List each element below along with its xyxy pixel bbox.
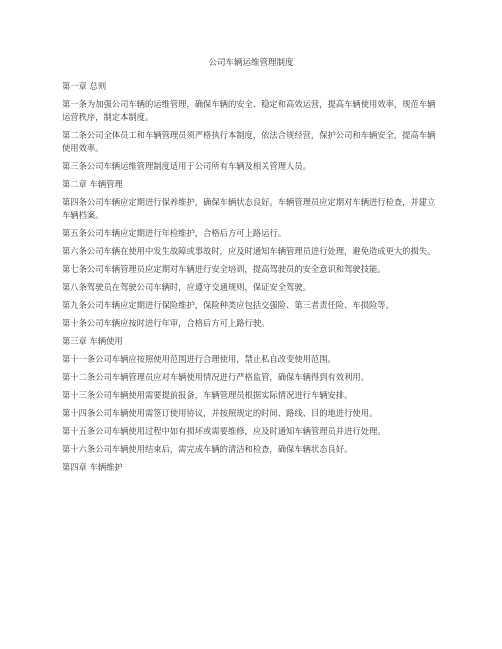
clause-paragraph: 第十六条公司车辆使用结束后，需完成车辆的清洁和检查，确保车辆状态良好。 bbox=[62, 444, 353, 454]
document-body bbox=[62, 80, 442, 479]
clause-paragraph: 第十四条公司车辆使用需签订使用协议，并按照规定的时间、路线、目的地进行使用。 bbox=[62, 408, 378, 418]
clause-paragraph: 第十二条公司车辆管理员应对车辆使用情况进行严格监管，确保车辆得到有效利用。 bbox=[62, 372, 369, 382]
clause-paragraph: 第十三条公司车辆使用需要提前报备，车辆管理员根据实际情况进行车辆安排。 bbox=[62, 390, 353, 400]
chapter-heading: 第三章 车辆使用 bbox=[62, 336, 123, 346]
clause-paragraph: 第四条公司车辆应定期进行保养维护，确保车辆状态良好。车辆管理员应定期对车辆进行检查，并建立车辆档案。 bbox=[62, 197, 436, 220]
clause-paragraph: 第五条公司车辆应定期进行年检维护，合格后方可上路运行。 bbox=[62, 228, 287, 238]
clause-paragraph: 第十五条公司车辆使用过程中如有损坏或需要维修，应及时通知车辆管理员并进行处理。 bbox=[62, 426, 386, 436]
document-title: 公司车辆运维管理制度 bbox=[208, 58, 294, 68]
clause-paragraph: 第二条公司全体员工和车辆管理员须严格执行本制度，依法合规经营，保护公司和车辆安全，提高车辆使用效率。 bbox=[62, 130, 436, 153]
chapter-heading: 第二章 车辆管理 bbox=[62, 179, 123, 189]
chapter-heading: 第一章 总则 bbox=[62, 81, 107, 91]
clause-paragraph: 第九条公司车辆应定期进行保险维护，保险种类应包括交强险、第三者责任险、车损险等。 bbox=[62, 300, 394, 310]
clause-paragraph: 第十一条公司车辆应按照使用范围进行合理使用，禁止私自改变使用范围。 bbox=[62, 354, 336, 364]
clause-paragraph: 第八条驾驶员在驾驶公司车辆时，应遵守交通规则，保证安全驾驶。 bbox=[62, 282, 311, 292]
clause-paragraph: 第七条公司车辆管理员应定期对车辆进行安全培训，提高驾驶员的安全意识和驾驶技能。 bbox=[62, 264, 386, 274]
clause-paragraph: 第六条公司车辆在使用中发生故障或事故时，应及时通知车辆管理员进行处理，避免造成更大的损失。 bbox=[62, 246, 436, 256]
clause-paragraph: 第三条公司车辆运维管理制度适用于公司所有车辆及相关管理人员。 bbox=[62, 161, 311, 171]
clause-paragraph: 第一条为加强公司车辆的运维管理，确保车辆的安全、稳定和高效运营，提高车辆使用效率，规范车辆运营秩序，制定本制度。 bbox=[62, 99, 436, 122]
chapter-heading: 第四章 车辆维护 bbox=[62, 462, 123, 472]
clause-paragraph: 第十条公司车辆应按时进行年审，合格后方可上路行驶。 bbox=[62, 318, 270, 328]
